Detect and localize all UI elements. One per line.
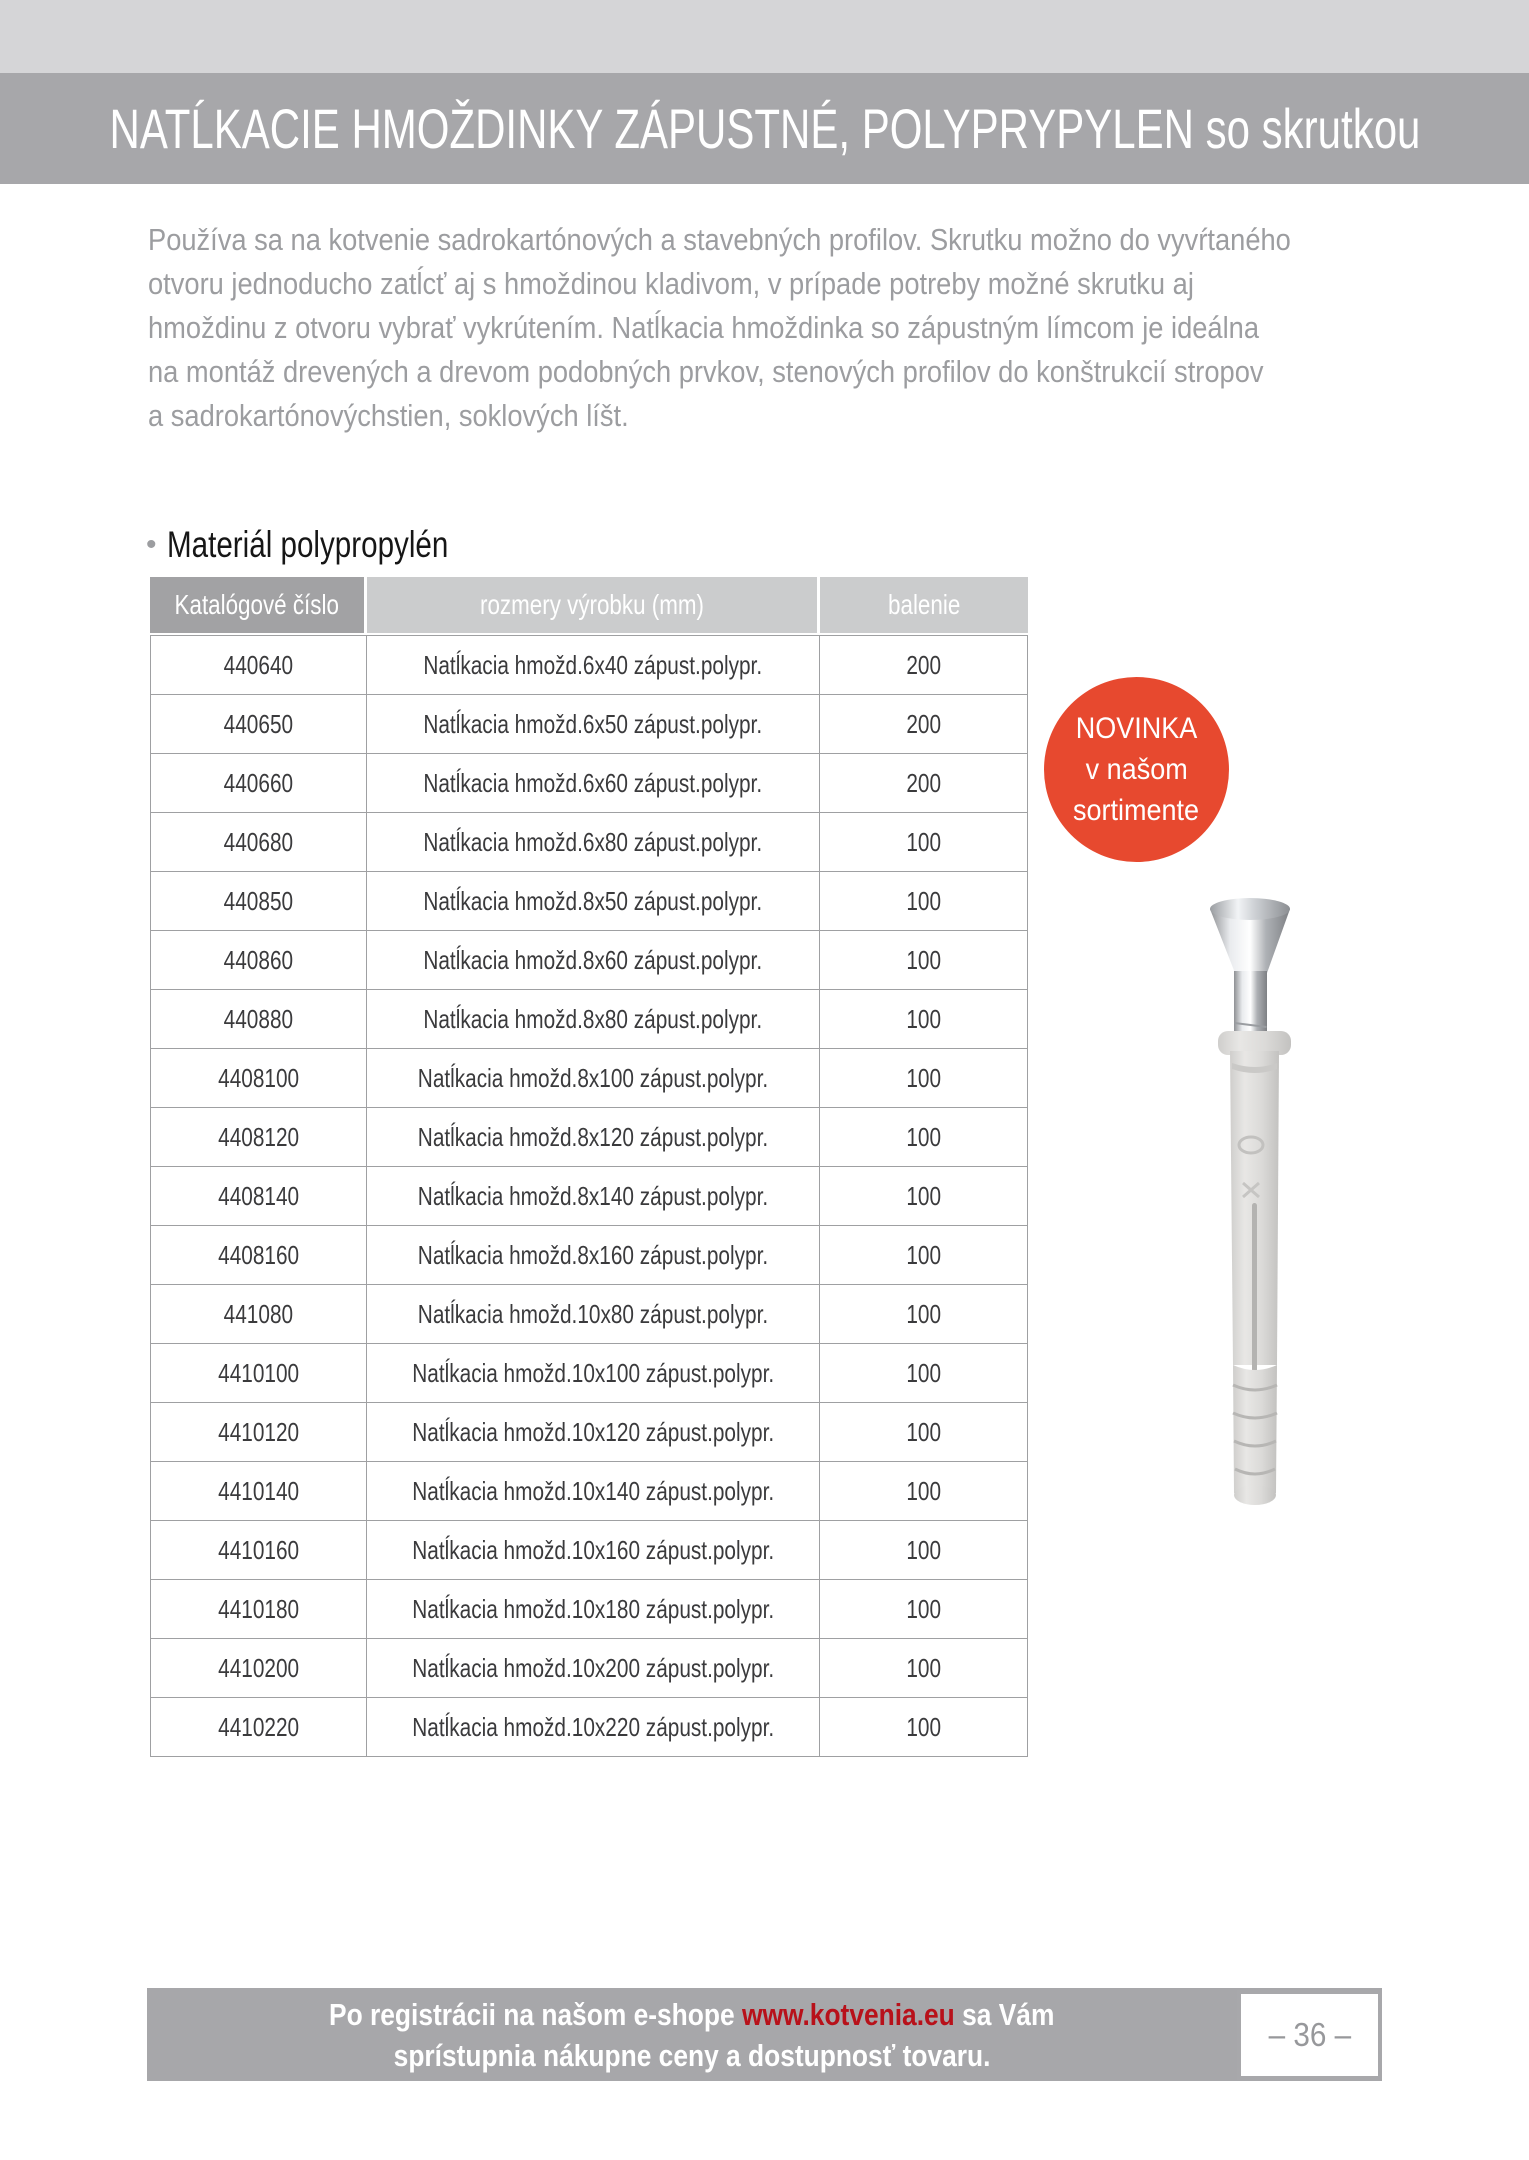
catalog-table-header xyxy=(150,577,1028,635)
cell-dimensions: Natĺkacia hmožd.6x50 zápust.polypr. xyxy=(367,695,820,754)
cell-catalog-number: 4410140 xyxy=(150,1462,367,1521)
page-title-bar xyxy=(0,73,1529,184)
intro-line: hmoždinu z otvoru vybrať vykrútením. Natĺkacia hmoždinka so zápustným límcom je ideálna xyxy=(148,310,1259,345)
cell-dimensions: Natĺkacia hmožd.10x200 zápust.polypr. xyxy=(367,1639,820,1698)
cell-packaging: 100 xyxy=(820,1521,1028,1580)
cell-dimensions: Natĺkacia hmožd.10x140 zápust.polypr. xyxy=(367,1462,820,1521)
catalog-table xyxy=(150,577,1028,1757)
cell-packaging: 100 xyxy=(820,1580,1028,1639)
column-header-packaging: balenie xyxy=(820,577,1028,635)
cell-dimensions: Natĺkacia hmožd.8x80 zápust.polypr. xyxy=(367,990,820,1049)
cell-catalog-number: 440860 xyxy=(150,931,367,990)
cell-catalog-number: 4410100 xyxy=(150,1344,367,1403)
table-row xyxy=(150,1049,1028,1108)
cell-packaging: 100 xyxy=(820,872,1028,931)
cell-packaging: 100 xyxy=(820,1698,1028,1757)
cell-catalog-number: 4410220 xyxy=(150,1698,367,1757)
page-number: – 36 – xyxy=(1268,2016,1351,2053)
footer-bar xyxy=(147,1988,1382,2081)
footer-line2: sprístupnia nákupne ceny a dostupnosť tovaru. xyxy=(393,2037,991,2073)
cell-catalog-number: 4408140 xyxy=(150,1167,367,1226)
table-row xyxy=(150,1462,1028,1521)
footer-line1-pre: Po registrácii na našom e-shope xyxy=(329,1996,743,2032)
section-heading xyxy=(146,523,518,567)
table-row xyxy=(150,931,1028,990)
cell-dimensions: Natĺkacia hmožd.8x160 zápust.polypr. xyxy=(367,1226,820,1285)
page-number-box xyxy=(1237,1990,1382,2080)
badge-line: sortimente xyxy=(1073,794,1200,827)
novinka-badge xyxy=(1044,677,1229,862)
cell-dimensions: Natĺkacia hmožd.10x180 zápust.polypr. xyxy=(367,1580,820,1639)
table-row xyxy=(150,635,1028,695)
table-row xyxy=(150,1521,1028,1580)
cell-catalog-number: 4410180 xyxy=(150,1580,367,1639)
cell-dimensions: Natĺkacia hmožd.8x120 zápust.polypr. xyxy=(367,1108,820,1167)
cell-dimensions: Natĺkacia hmožd.8x60 zápust.polypr. xyxy=(367,931,820,990)
cell-catalog-number: 441080 xyxy=(150,1285,367,1344)
cell-dimensions: Natĺkacia hmožd.6x80 zápust.polypr. xyxy=(367,813,820,872)
cell-packaging: 100 xyxy=(820,1049,1028,1108)
cell-packaging: 100 xyxy=(820,931,1028,990)
table-row xyxy=(150,1580,1028,1639)
cell-packaging: 200 xyxy=(820,754,1028,813)
cell-catalog-number: 440660 xyxy=(150,754,367,813)
cell-catalog-number: 440680 xyxy=(150,813,367,872)
cell-catalog-number: 4408100 xyxy=(150,1049,367,1108)
column-header-catalog-number: Katalógové číslo xyxy=(150,577,367,635)
cell-dimensions: Natĺkacia hmožd.10x160 zápust.polypr. xyxy=(367,1521,820,1580)
intro-line: Používa sa na kotvenie sadrokartónových a stavebných profilov. Skrutku možno do vyvŕtaného xyxy=(148,222,1291,257)
intro-line: na montáž drevených a drevom podobných prvkov, stenových profilov do konštrukcií stropov xyxy=(148,354,1264,389)
table-row xyxy=(150,1226,1028,1285)
cell-dimensions: Natĺkacia hmožd.8x50 zápust.polypr. xyxy=(367,872,820,931)
table-row xyxy=(150,1108,1028,1167)
cell-dimensions: Natĺkacia hmožd.10x80 zápust.polypr. xyxy=(367,1285,820,1344)
cell-dimensions: Natĺkacia hmožd.10x220 zápust.polypr. xyxy=(367,1698,820,1757)
plug-with-screw-illustration xyxy=(1185,893,1320,1521)
cell-catalog-number: 4408120 xyxy=(150,1108,367,1167)
cell-packaging: 100 xyxy=(820,1108,1028,1167)
bullet-icon: • xyxy=(146,528,157,561)
cell-catalog-number: 4410160 xyxy=(150,1521,367,1580)
table-row xyxy=(150,872,1028,931)
table-row xyxy=(150,1285,1028,1344)
table-row xyxy=(150,1167,1028,1226)
cell-dimensions: Natĺkacia hmožd.8x140 zápust.polypr. xyxy=(367,1167,820,1226)
table-row xyxy=(150,695,1028,754)
cell-catalog-number: 4410120 xyxy=(150,1403,367,1462)
section-heading-text: Materiál polypropylén xyxy=(166,524,448,565)
cell-packaging: 200 xyxy=(820,635,1028,695)
intro-line: otvoru jednoducho zatĺcť aj s hmoždinou kladivom, v prípade potreby možné skrutku aj xyxy=(148,266,1194,301)
cell-dimensions: Natĺkacia hmožd.6x40 zápust.polypr. xyxy=(367,635,820,695)
cell-packaging: 100 xyxy=(820,813,1028,872)
cell-packaging: 100 xyxy=(820,1403,1028,1462)
cell-packaging: 100 xyxy=(820,1639,1028,1698)
table-row xyxy=(150,754,1028,813)
table-row xyxy=(150,1698,1028,1757)
product-photo xyxy=(1185,893,1320,1521)
cell-packaging: 200 xyxy=(820,695,1028,754)
cell-packaging: 100 xyxy=(820,1226,1028,1285)
cell-catalog-number: 440880 xyxy=(150,990,367,1049)
column-header-dimensions: rozmery výrobku (mm) xyxy=(367,577,820,635)
cell-catalog-number: 4410200 xyxy=(150,1639,367,1698)
table-row xyxy=(150,1344,1028,1403)
footer-text xyxy=(147,1988,1237,2081)
cell-catalog-number: 440850 xyxy=(150,872,367,931)
page-top-strip xyxy=(0,0,1529,73)
cell-catalog-number: 440640 xyxy=(150,635,367,695)
cell-packaging: 100 xyxy=(820,1462,1028,1521)
cell-packaging: 100 xyxy=(820,1344,1028,1403)
footer-line1-post: sa Vám xyxy=(955,1996,1055,2032)
cell-dimensions: Natĺkacia hmožd.10x120 zápust.polypr. xyxy=(367,1403,820,1462)
footer-link[interactable]: www.kotvenia.eu xyxy=(742,1996,956,2032)
page-title: NATĹKACIE HMOŽDINKY ZÁPUSTNÉ, POLYPRYPYLEN so skrutkou xyxy=(109,97,1420,160)
catalog-table-body xyxy=(150,635,1028,1757)
cell-packaging: 100 xyxy=(820,1167,1028,1226)
badge-line: v našom xyxy=(1085,753,1188,786)
cell-catalog-number: 440650 xyxy=(150,695,367,754)
cell-dimensions: Natĺkacia hmožd.10x100 zápust.polypr. xyxy=(367,1344,820,1403)
intro-paragraph xyxy=(148,218,1448,438)
cell-packaging: 100 xyxy=(820,1285,1028,1344)
badge-line: NOVINKA xyxy=(1075,712,1198,745)
cell-catalog-number: 4408160 xyxy=(150,1226,367,1285)
cell-dimensions: Natĺkacia hmožd.8x100 zápust.polypr. xyxy=(367,1049,820,1108)
table-row xyxy=(150,813,1028,872)
intro-line: a sadrokartónovýchstien, soklových líšt. xyxy=(148,398,629,433)
table-row xyxy=(150,1403,1028,1462)
cell-dimensions: Natĺkacia hmožd.6x60 zápust.polypr. xyxy=(367,754,820,813)
table-row xyxy=(150,1639,1028,1698)
cell-packaging: 100 xyxy=(820,990,1028,1049)
table-row xyxy=(150,990,1028,1049)
